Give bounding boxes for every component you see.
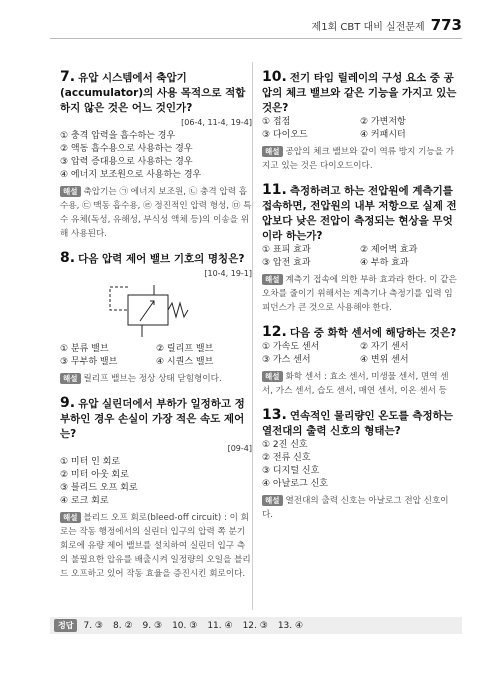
explanation — [60, 511, 252, 581]
answer-key-bar — [50, 617, 462, 634]
option: ④ 변위 센서 — [360, 355, 409, 365]
explanation-tag: 해설 — [60, 512, 81, 523]
question-12 — [262, 325, 458, 398]
explanation — [60, 185, 252, 241]
option: ③ 다이오드 — [262, 130, 308, 140]
option: ① 가속도 센서 — [262, 342, 320, 352]
option: ④ 부하 효과 — [360, 258, 409, 268]
option: ② 릴리프 밸브 — [156, 344, 214, 354]
explanation-tag: 해설 — [60, 373, 81, 384]
exam-reference: [10-4, 19-1] — [204, 269, 252, 278]
explanation — [262, 273, 458, 315]
option: ① 접점 — [262, 117, 291, 127]
explanation-tag: 해설 — [262, 371, 283, 382]
explanation-tag: 해설 — [262, 146, 283, 157]
question-text: 다음 중 화학 센서에 해당하는 것은? — [289, 327, 457, 339]
answer-item: 13. ④ — [277, 620, 304, 631]
question-number: 7. — [60, 69, 76, 85]
option: ④ 아날로그 신호 — [262, 479, 328, 489]
option: ① 충격 압력을 흡수하는 경우 — [60, 131, 176, 141]
option: ④ 시퀀스 밸브 — [156, 357, 214, 367]
option: ② 제어벽 효과 — [360, 245, 418, 255]
explanation-text: 계측기 접속에 의한 부하 효과라 한다. 이 같은 오차를 줄이기 위해서는 계측기나 측정기를 입력 임피던스가 큰 것으로 사용해야 한다. — [262, 275, 457, 313]
explanation-text: 블리드 오프 회로(bleed-off circuit) : 이 회로는 작동 행정에서의 실린더 입구의 압력 쪽 분기 회로에 유량 제어 밸브를 설치하여 실린더 입구 측의 불필요한 압유를 배출시켜 일정량의 오일을 블리드 오프하고 있어 작동 효율을 증진시킨 회로이다. — [60, 513, 251, 579]
option: ② 가변저항 — [360, 117, 406, 127]
exam-reference: [06-4, 11-4, 19-4] — [181, 118, 252, 127]
option: ② 미터 아웃 회로 — [60, 470, 129, 480]
left-column — [60, 70, 252, 591]
answer-item: 8. ② — [113, 620, 133, 631]
option: ① 미터 인 회로 — [60, 457, 121, 467]
explanation — [60, 372, 252, 386]
question-8 — [60, 251, 252, 386]
option: ③ 압력 증대용으로 사용하는 경우 — [60, 157, 193, 167]
right-column — [262, 70, 458, 532]
answer-tag: 정답 — [54, 619, 77, 632]
explanation-text: 축압기는 ㉠ 에너지 보조원, ㉡ 충격 압력 흡수용, ㉢ 맥동 흡수용, ㉣ 정진적인 압력 형성, ㉤ 특수 유체(독성, 유해성, 부식성 액체 등)의 이송을 위해 사용된다. — [60, 187, 252, 239]
explanation-text: 열전대의 출력 신호는 아날로그 전압 신호이다. — [262, 496, 449, 520]
question-7 — [60, 70, 252, 241]
page-number: 773 — [430, 16, 462, 34]
exam-reference: [09-4] — [227, 444, 252, 453]
option: ③ 블리드 오프 회로 — [60, 483, 138, 493]
explanation-tag: 해설 — [262, 274, 283, 285]
explanation — [262, 145, 458, 173]
answer-item: 12. ③ — [242, 620, 268, 631]
question-text: 측정하려고 하는 전압원에 계측기를 접속하면, 전압원의 내부 저항으로 실제 전압보다 낮은 전압이 측정되는 현상을 무엇이라 하는가? — [262, 185, 457, 242]
option: ④ 커패시터 — [360, 130, 406, 140]
question-11 — [262, 183, 458, 315]
page-header — [312, 16, 462, 34]
answer-item: 10. ③ — [172, 620, 198, 631]
question-text: 연속적인 물리량인 온도를 측정하는 열전대의 출력 신호의 형태는? — [262, 410, 453, 437]
option: ② 전류 신호 — [262, 453, 311, 463]
question-text: 유압 실린더에서 부하가 일정하고 정부하인 경우 손실이 가장 적은 속도 제어는? — [60, 398, 245, 440]
option: ② 액동 흡수용으로 사용하는 경우 — [60, 144, 193, 154]
explanation-tag: 해설 — [262, 495, 283, 506]
chapter-title: 제1회 CBT 대비 실전문제 — [311, 22, 425, 33]
option: ③ 압전 효과 — [262, 258, 311, 268]
answer-item: 7. ③ — [83, 620, 103, 631]
answer-item: 11. ④ — [207, 620, 233, 631]
option: ① 표피 효과 — [262, 245, 311, 255]
explanation-text: 화학 센서 : 효소 센서, 미생물 센서, 면역 센서, 가스 센서, 습도 센서, 매연 센서, 이온 센서 등 — [262, 372, 449, 396]
header-divider — [50, 38, 462, 39]
question-text: 전기 타임 릴레이의 구성 요소 중 공압의 체크 밸브와 같은 기능을 가지고 있는 것은? — [262, 72, 457, 114]
option: ③ 디지털 신호 — [262, 466, 320, 476]
explanation-tag: 해설 — [60, 186, 81, 197]
question-number: 9. — [60, 395, 76, 411]
option: ③ 무부하 밸브 — [60, 357, 118, 367]
question-9 — [60, 396, 252, 581]
option: ④ 에너지 보조원으로 사용하는 경우 — [60, 170, 202, 180]
option: ② 자기 센서 — [360, 342, 409, 352]
question-number: 10. — [262, 69, 287, 85]
explanation-text: 공압의 체크 밸브와 같이 역류 방지 기능을 가지고 있는 것은 다이오드이다. — [262, 147, 455, 171]
explanation — [262, 370, 458, 398]
question-number: 13. — [262, 407, 287, 423]
question-text: 유압 시스템에서 축압기(accumulator)의 사용 목적으로 적합하지 않은 것은 어느 것인가? — [60, 72, 246, 114]
option: ① 분류 밸브 — [60, 344, 109, 354]
column-divider — [252, 62, 253, 610]
question-13 — [262, 408, 458, 522]
explanation-text: 릴리프 밸브는 정상 상태 닫힘형이다. — [83, 374, 222, 384]
option: ③ 가스 센서 — [262, 355, 311, 365]
question-10 — [262, 70, 458, 173]
pressure-valve-symbol — [60, 281, 252, 339]
question-number: 8. — [60, 250, 76, 266]
question-number: 12. — [262, 324, 287, 340]
option: ④ 로크 회로 — [60, 496, 109, 506]
question-number: 11. — [262, 182, 287, 198]
explanation — [262, 494, 458, 522]
answer-item: 9. ③ — [142, 620, 163, 631]
option: ① 2진 신호 — [262, 440, 308, 450]
question-text: 다음 압력 제어 밸브 기호의 명칭은? — [78, 253, 245, 265]
